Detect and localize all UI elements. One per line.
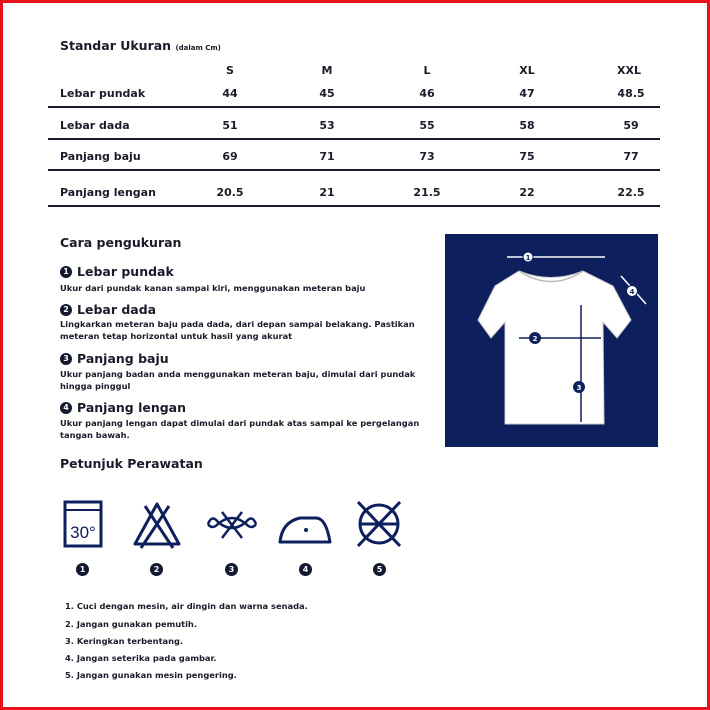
svg-text:4: 4 bbox=[629, 288, 635, 296]
measure-title-text: Panjang baju bbox=[77, 351, 169, 366]
no-bleach-icon bbox=[131, 500, 187, 556]
size-header-xl: XL bbox=[519, 64, 535, 77]
dry-flat-icon bbox=[204, 500, 260, 556]
table-cell: 21 bbox=[319, 186, 335, 199]
svg-text:30°: 30° bbox=[70, 523, 96, 542]
measure-item-desc: Ukur dari pundak kanan sampai kiri, menggunakan meteran baju bbox=[60, 283, 366, 293]
care-instruction-2: 2. Jangan gunakan pemutih. bbox=[65, 619, 197, 629]
care-number-3: 3 bbox=[225, 563, 238, 576]
number-badge: 4 bbox=[60, 402, 72, 414]
care-number-5: 5 bbox=[373, 563, 386, 576]
row-label: Panjang lengan bbox=[60, 186, 156, 199]
size-chart-title bbox=[60, 38, 221, 53]
care-number-2: 2 bbox=[150, 563, 163, 576]
table-cell: 46 bbox=[419, 87, 435, 100]
no-tumble-dry-icon bbox=[352, 500, 408, 556]
no-iron-icon bbox=[278, 500, 334, 556]
care-number-1: 1 bbox=[76, 563, 89, 576]
number-badge: 3 bbox=[60, 353, 72, 365]
care-instruction-3: 3. Keringkan terbentang. bbox=[65, 636, 184, 646]
table-cell: 77 bbox=[623, 150, 639, 163]
row-divider bbox=[48, 169, 660, 171]
table-cell: 22 bbox=[519, 186, 535, 199]
measuring-title: Cara pengukuran bbox=[60, 235, 182, 250]
svg-text:2: 2 bbox=[532, 335, 538, 343]
table-cell: 44 bbox=[222, 87, 238, 100]
table-cell: 48.5 bbox=[617, 87, 645, 100]
row-label: Panjang baju bbox=[60, 150, 141, 163]
row-divider bbox=[48, 106, 660, 108]
table-cell: 58 bbox=[519, 119, 535, 132]
table-cell: 21.5 bbox=[413, 186, 441, 199]
row-divider bbox=[48, 205, 660, 207]
tshirt-diagram bbox=[445, 234, 658, 447]
table-cell: 53 bbox=[319, 119, 335, 132]
measure-item-desc: Ukur panjang lengan dapat dimulai dari pundak atas sampai ke pergelangan tangan bawah. bbox=[60, 418, 420, 440]
measure-item-desc: Ukur panjang badan anda menggunakan meteran baju, dimulai dari pundak hingga pinggul bbox=[60, 369, 416, 391]
size-header-xxl: XXL bbox=[617, 64, 641, 77]
table-cell: 71 bbox=[319, 150, 335, 163]
table-cell: 59 bbox=[623, 119, 639, 132]
measure-item-title bbox=[60, 302, 156, 317]
size-chart-title-text: Standar Ukuran bbox=[60, 38, 172, 53]
tshirt-icon bbox=[478, 271, 631, 424]
table-cell: 75 bbox=[519, 150, 535, 163]
care-instruction-1: 1. Cuci dengan mesin, air dingin dan warna senada. bbox=[65, 601, 308, 611]
care-instruction-4: 4. Jangan seterika pada gambar. bbox=[65, 653, 217, 663]
care-instruction-5: 5. Jangan gunakan mesin pengering. bbox=[65, 670, 237, 680]
table-cell: 73 bbox=[419, 150, 435, 163]
table-cell: 69 bbox=[222, 150, 238, 163]
table-cell: 22.5 bbox=[617, 186, 645, 199]
measure-title-text: Panjang lengan bbox=[77, 400, 187, 415]
table-cell: 45 bbox=[319, 87, 335, 100]
measure-item-title bbox=[60, 351, 169, 366]
size-header-s: S bbox=[226, 64, 234, 77]
row-label: Lebar dada bbox=[60, 119, 130, 132]
care-number-4: 4 bbox=[299, 563, 312, 576]
size-header-l: L bbox=[423, 64, 431, 77]
measure-title-text: Lebar dada bbox=[77, 302, 157, 317]
table-cell: 20.5 bbox=[216, 186, 244, 199]
table-cell: 55 bbox=[419, 119, 435, 132]
measure-item-title bbox=[60, 400, 186, 415]
measure-title-text: Lebar pundak bbox=[77, 264, 174, 279]
row-divider bbox=[48, 138, 660, 140]
unit-note: (dalam Cm) bbox=[175, 44, 221, 52]
size-header-m: M bbox=[321, 64, 333, 77]
measure-item-title bbox=[60, 264, 174, 279]
measure-item-desc: Lingkarkan meteran baju pada dada, dari depan sampai belakang. Pastikan meteran tetap horizontal untuk hasil yang akurat bbox=[60, 319, 415, 341]
table-cell: 51 bbox=[222, 119, 238, 132]
svg-text:3: 3 bbox=[576, 384, 582, 392]
table-cell: 47 bbox=[519, 87, 535, 100]
care-title: Petunjuk Perawatan bbox=[60, 456, 203, 471]
number-badge: 1 bbox=[60, 266, 72, 278]
wash-30-icon bbox=[60, 500, 116, 556]
row-label: Lebar pundak bbox=[60, 87, 146, 100]
svg-text:1: 1 bbox=[525, 254, 531, 262]
number-badge: 2 bbox=[60, 304, 72, 316]
